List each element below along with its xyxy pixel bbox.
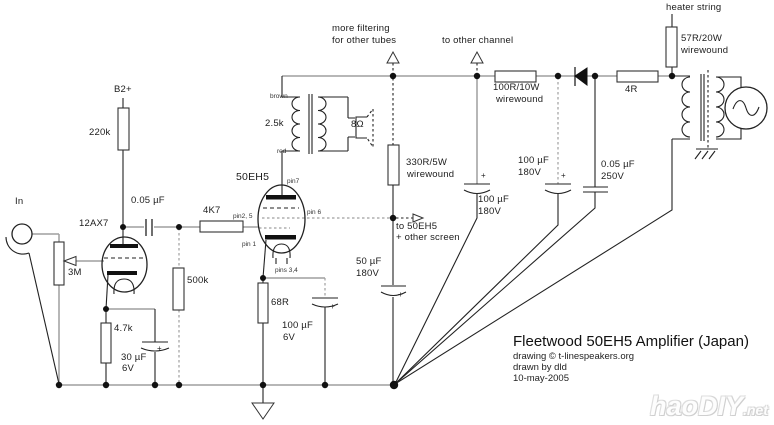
plus-sign: + [561, 171, 566, 180]
to-other-channel-label: to other channel [442, 35, 514, 46]
core [309, 94, 312, 154]
screen-note-label2: + other screen [396, 232, 460, 243]
plus-sign: + [398, 290, 403, 299]
tube-50eh5-label: 50EH5 [236, 171, 270, 183]
heater-arc [273, 244, 290, 258]
to-other-channel-arrow [471, 52, 483, 74]
resistor-220k-label: 220k [89, 127, 111, 138]
cap-30uf-label: 30 µF [121, 352, 147, 363]
plus-sign: + [330, 302, 335, 311]
plates [583, 187, 608, 192]
heater-string-label: heater string [666, 2, 722, 13]
heater-resistor-57r [666, 14, 677, 76]
coupling-cap [146, 219, 152, 236]
filter-cap-2-label: 100 µF [518, 155, 549, 166]
cap-50uf-voltage-label: 180V [356, 268, 379, 279]
grid-resistor-500k [173, 268, 184, 310]
output-transformer [282, 76, 355, 154]
mains-ground-symbol [695, 149, 718, 159]
primary-coil [716, 77, 724, 137]
coupling-cap-label: 0.05 µF [131, 195, 165, 206]
psu-dropper-100r [495, 71, 536, 82]
snubber-cap-voltage-label: 250V [601, 171, 624, 182]
pot-wiper-arrow [64, 257, 76, 266]
resistor-330r-label: 330R/5W [406, 157, 448, 168]
pin6-label: pin 6 [307, 209, 322, 216]
pin7-label: pin7 [287, 178, 300, 185]
more-filtering-arrow [387, 52, 399, 74]
secondary-coil [682, 77, 690, 137]
resistor-100r-label: 100R/10W [493, 82, 540, 93]
resistor-4k7-label: 4K7 [203, 205, 221, 216]
pin25-label: pin2, 5 [233, 213, 253, 220]
plate-resistor-220k [118, 108, 129, 150]
pin1-label: pin 1 [242, 241, 257, 248]
grid-stopper-4k7 [200, 221, 243, 232]
plate-bottom [464, 190, 490, 194]
input-label: In [15, 196, 24, 207]
rectifier-diode [575, 67, 587, 86]
ac-source-icon [725, 87, 767, 129]
plus-sign: + [481, 171, 486, 180]
cap-30uf-plate-bottom [141, 348, 169, 351]
resistor-68r-label: 68R [271, 297, 290, 308]
cap-100uf6v-voltage-label: 6V [283, 332, 296, 343]
credit-line-1: drawing © t-linespeakers.org [513, 351, 635, 362]
resistor-4r-label: 4R [625, 84, 638, 95]
cathode-network-50eh5 [258, 278, 338, 385]
b-plus-label: B2+ [114, 84, 132, 95]
credit-line-2: drawn by dld [513, 362, 567, 373]
core [701, 74, 704, 141]
screen-note-label: to 50EH5 [396, 221, 438, 232]
watermark-brand: haoDIY [650, 391, 744, 421]
ot-primary-label: 2.5k [265, 118, 284, 129]
cap-30uf-voltage-label: 6V [122, 363, 135, 374]
volume-pot [54, 242, 76, 285]
plus-sign: + [157, 344, 162, 353]
cap-50uf-label: 50 µF [356, 256, 382, 267]
primary-coil [292, 97, 300, 151]
anode-bar [110, 244, 138, 248]
watermark-logo [650, 391, 768, 422]
resistor-57r-label2: wirewound [681, 45, 729, 56]
credit-line-3: 10-may-2005 [513, 373, 569, 384]
tube-12ax7-label: 12AX7 [79, 218, 109, 229]
resistor-4k7-cathode-label: 4.7k [114, 323, 133, 334]
pins34-label: pins 3,4 [275, 267, 298, 274]
schematic-title: Fleetwood 50EH5 Amplifier (Japan) [513, 333, 749, 350]
filter-cap-1-label: 100 µF [478, 194, 509, 205]
snubber-cap-label: 0.05 µF [601, 159, 635, 170]
cathode-bar [107, 271, 137, 275]
secondary-coil [318, 97, 326, 151]
resistor-4k7-cathode [101, 323, 111, 363]
lead-brown-label: brown [270, 93, 288, 100]
plate-bottom [545, 190, 571, 194]
cap-100uf6v-label: 100 µF [282, 320, 313, 331]
resistor-57r-label: 57R/20W [681, 33, 723, 44]
star-ground-dot [390, 381, 398, 389]
watermark-tld: .net [743, 402, 768, 418]
resistor-330r [388, 145, 399, 185]
more-filtering-label2: for other tubes [332, 35, 397, 46]
input-jack [6, 224, 59, 384]
filter-cap-2-voltage-label: 180V [518, 167, 541, 178]
more-filtering-label: more filtering [332, 23, 390, 34]
filter-cap-1-voltage-label: 180V [478, 206, 501, 217]
resistor-100r-label2: wirewound [496, 94, 544, 105]
surge-resistor-4r [617, 71, 658, 82]
resistor-330r-label2: wirewound [407, 169, 455, 180]
resistor-68r [258, 283, 268, 323]
lead-red-label: red [277, 148, 287, 155]
pot-3m-label: 3M [68, 267, 82, 278]
resistor-500k-label: 500k [187, 275, 209, 286]
cathode-bar [265, 235, 296, 240]
ground-symbol [252, 385, 274, 419]
speaker-label: 8Ω [351, 119, 364, 130]
anode-bar [266, 195, 296, 200]
